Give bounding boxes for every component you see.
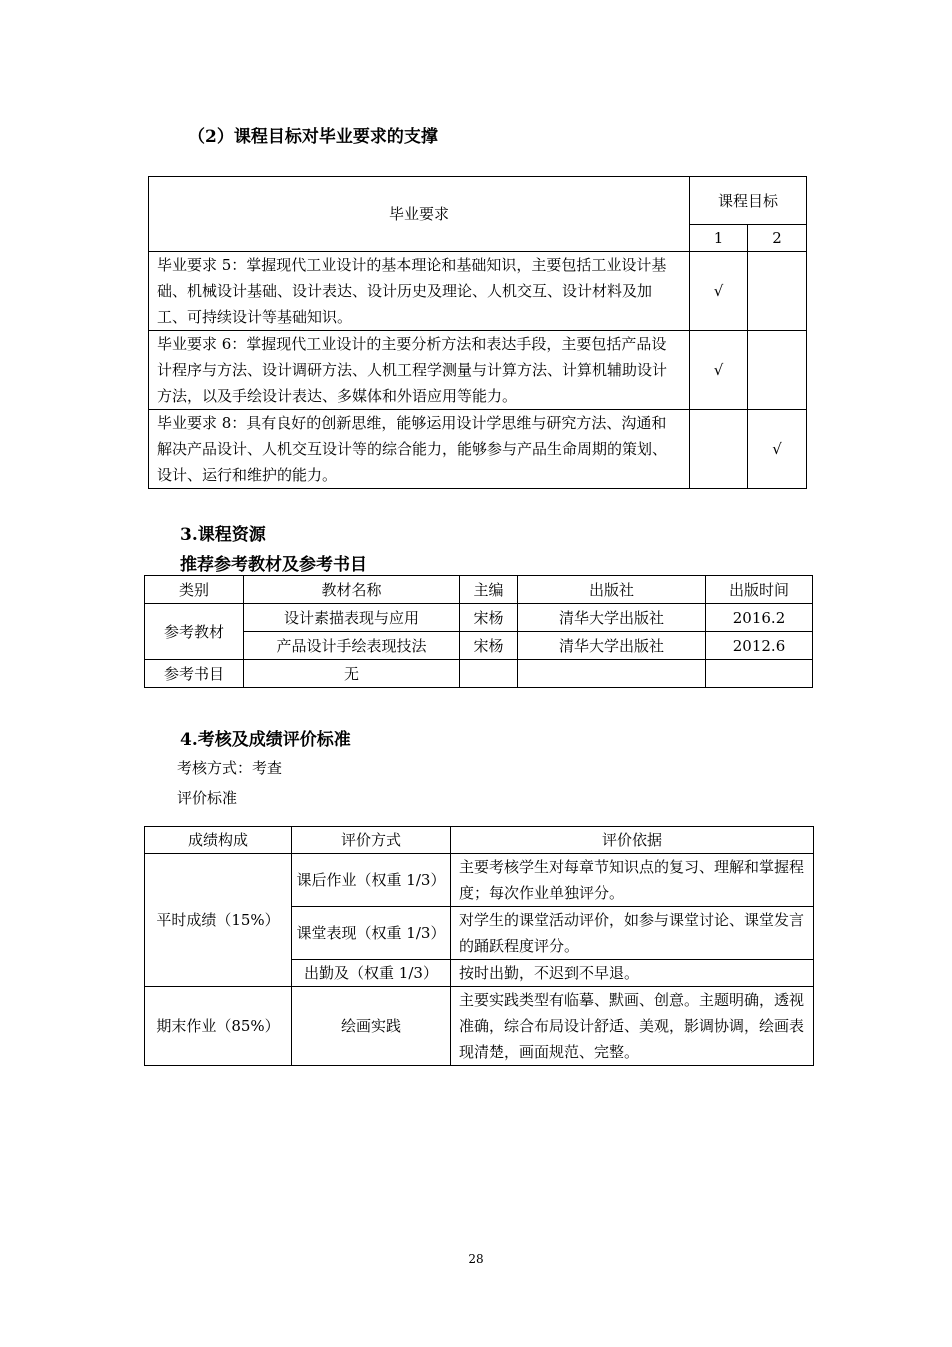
final-score-label: 期末作业（85%）	[145, 987, 292, 1066]
goal-1-check: √	[690, 252, 748, 331]
book-editor: 宋杨	[460, 604, 518, 632]
ref-books-value: 无	[244, 660, 460, 688]
book-name: 设计素描表现与应用	[244, 604, 460, 632]
col-header-method: 评价方式	[292, 827, 451, 854]
criteria-label: 评价标准	[177, 789, 238, 807]
eval-basis: 主要考核学生对每章节知识点的复习、理解和掌握程度；每次作业单独评分。	[451, 854, 814, 907]
book-publisher: 清华大学出版社	[518, 604, 706, 632]
goal-1-check	[690, 410, 748, 489]
header-requirement: 毕业要求	[149, 177, 690, 252]
section2-title: （2）课程目标对毕业要求的支撑	[188, 127, 438, 147]
book-editor: 宋杨	[460, 632, 518, 660]
book-date: 2016.2	[706, 604, 813, 632]
section3-subtitle: 推荐参考教材及参考书目	[180, 555, 367, 575]
col-header-editor: 主编	[460, 576, 518, 604]
ref-textbook-label: 参考教材	[145, 604, 244, 660]
book-date: 2012.6	[706, 632, 813, 660]
page-number: 28	[468, 1252, 484, 1266]
book-name: 产品设计手绘表现技法	[244, 632, 460, 660]
eval-basis: 对学生的课堂活动评价，如参与课堂讨论、课堂发言的踊跃程度评分。	[451, 907, 814, 960]
goal-2-check	[748, 331, 807, 410]
goal-2-check	[748, 252, 807, 331]
empty-cell	[518, 660, 706, 688]
goal-1-check: √	[690, 331, 748, 410]
final-basis: 主要实践类型有临摹、默画、创意。主题明确，透视准确，综合布局设计舒适、美观，影调协调，绘画表现清楚，画面规范、完整。	[451, 987, 814, 1066]
section4-title: 4.考核及成绩评价标准	[180, 730, 351, 750]
section3-title: 3.课程资源	[180, 525, 266, 545]
requirement-row-text: 毕业要求 6：掌握现代工业设计的主要分析方法和表达手段，主要包括产品设计程序与方法、设计调研方法、人机工程学测量与计算方法、计算机辅助设计方法，以及手绘设计表达、多媒体和外语应用等能力。	[149, 331, 690, 410]
requirement-row-text: 毕业要求 8：具有良好的创新思维，能够运用设计学思维与研究方法、沟通和解决产品设计、人机交互设计等的综合能力，能够参与产品生命周期的策划、设计、运行和维护的能力。	[149, 410, 690, 489]
final-method: 绘画实践	[292, 987, 451, 1066]
empty-cell	[706, 660, 813, 688]
col-header-publisher: 出版社	[518, 576, 706, 604]
col-header-basis: 评价依据	[451, 827, 814, 854]
textbook-table	[144, 575, 813, 688]
grading-table	[144, 826, 814, 1066]
goal-col-2: 2	[748, 225, 807, 252]
eval-method: 课后作业（权重 1/3）	[292, 854, 451, 907]
col-header-date: 出版时间	[706, 576, 813, 604]
regular-score-label: 平时成绩（15%）	[145, 854, 292, 987]
book-publisher: 清华大学出版社	[518, 632, 706, 660]
support-table	[148, 176, 807, 489]
header-course-goal: 课程目标	[690, 177, 807, 225]
goal-col-1: 1	[690, 225, 748, 252]
col-header-composition: 成绩构成	[145, 827, 292, 854]
goal-2-check: √	[748, 410, 807, 489]
empty-cell	[460, 660, 518, 688]
eval-method: 课堂表现（权重 1/3）	[292, 907, 451, 960]
assessment-method: 考核方式：考查	[177, 759, 283, 777]
ref-books-label: 参考书目	[145, 660, 244, 688]
eval-method: 出勤及（权重 1/3）	[292, 960, 451, 987]
requirement-row-text: 毕业要求 5：掌握现代工业设计的基本理论和基础知识，主要包括工业设计基础、机械设计基础、设计表达、设计历史及理论、人机交互、设计材料及加工、可持续设计等基础知识。	[149, 252, 690, 331]
col-header-title: 教材名称	[244, 576, 460, 604]
eval-basis: 按时出勤，不迟到不早退。	[451, 960, 814, 987]
col-header-category: 类别	[145, 576, 244, 604]
